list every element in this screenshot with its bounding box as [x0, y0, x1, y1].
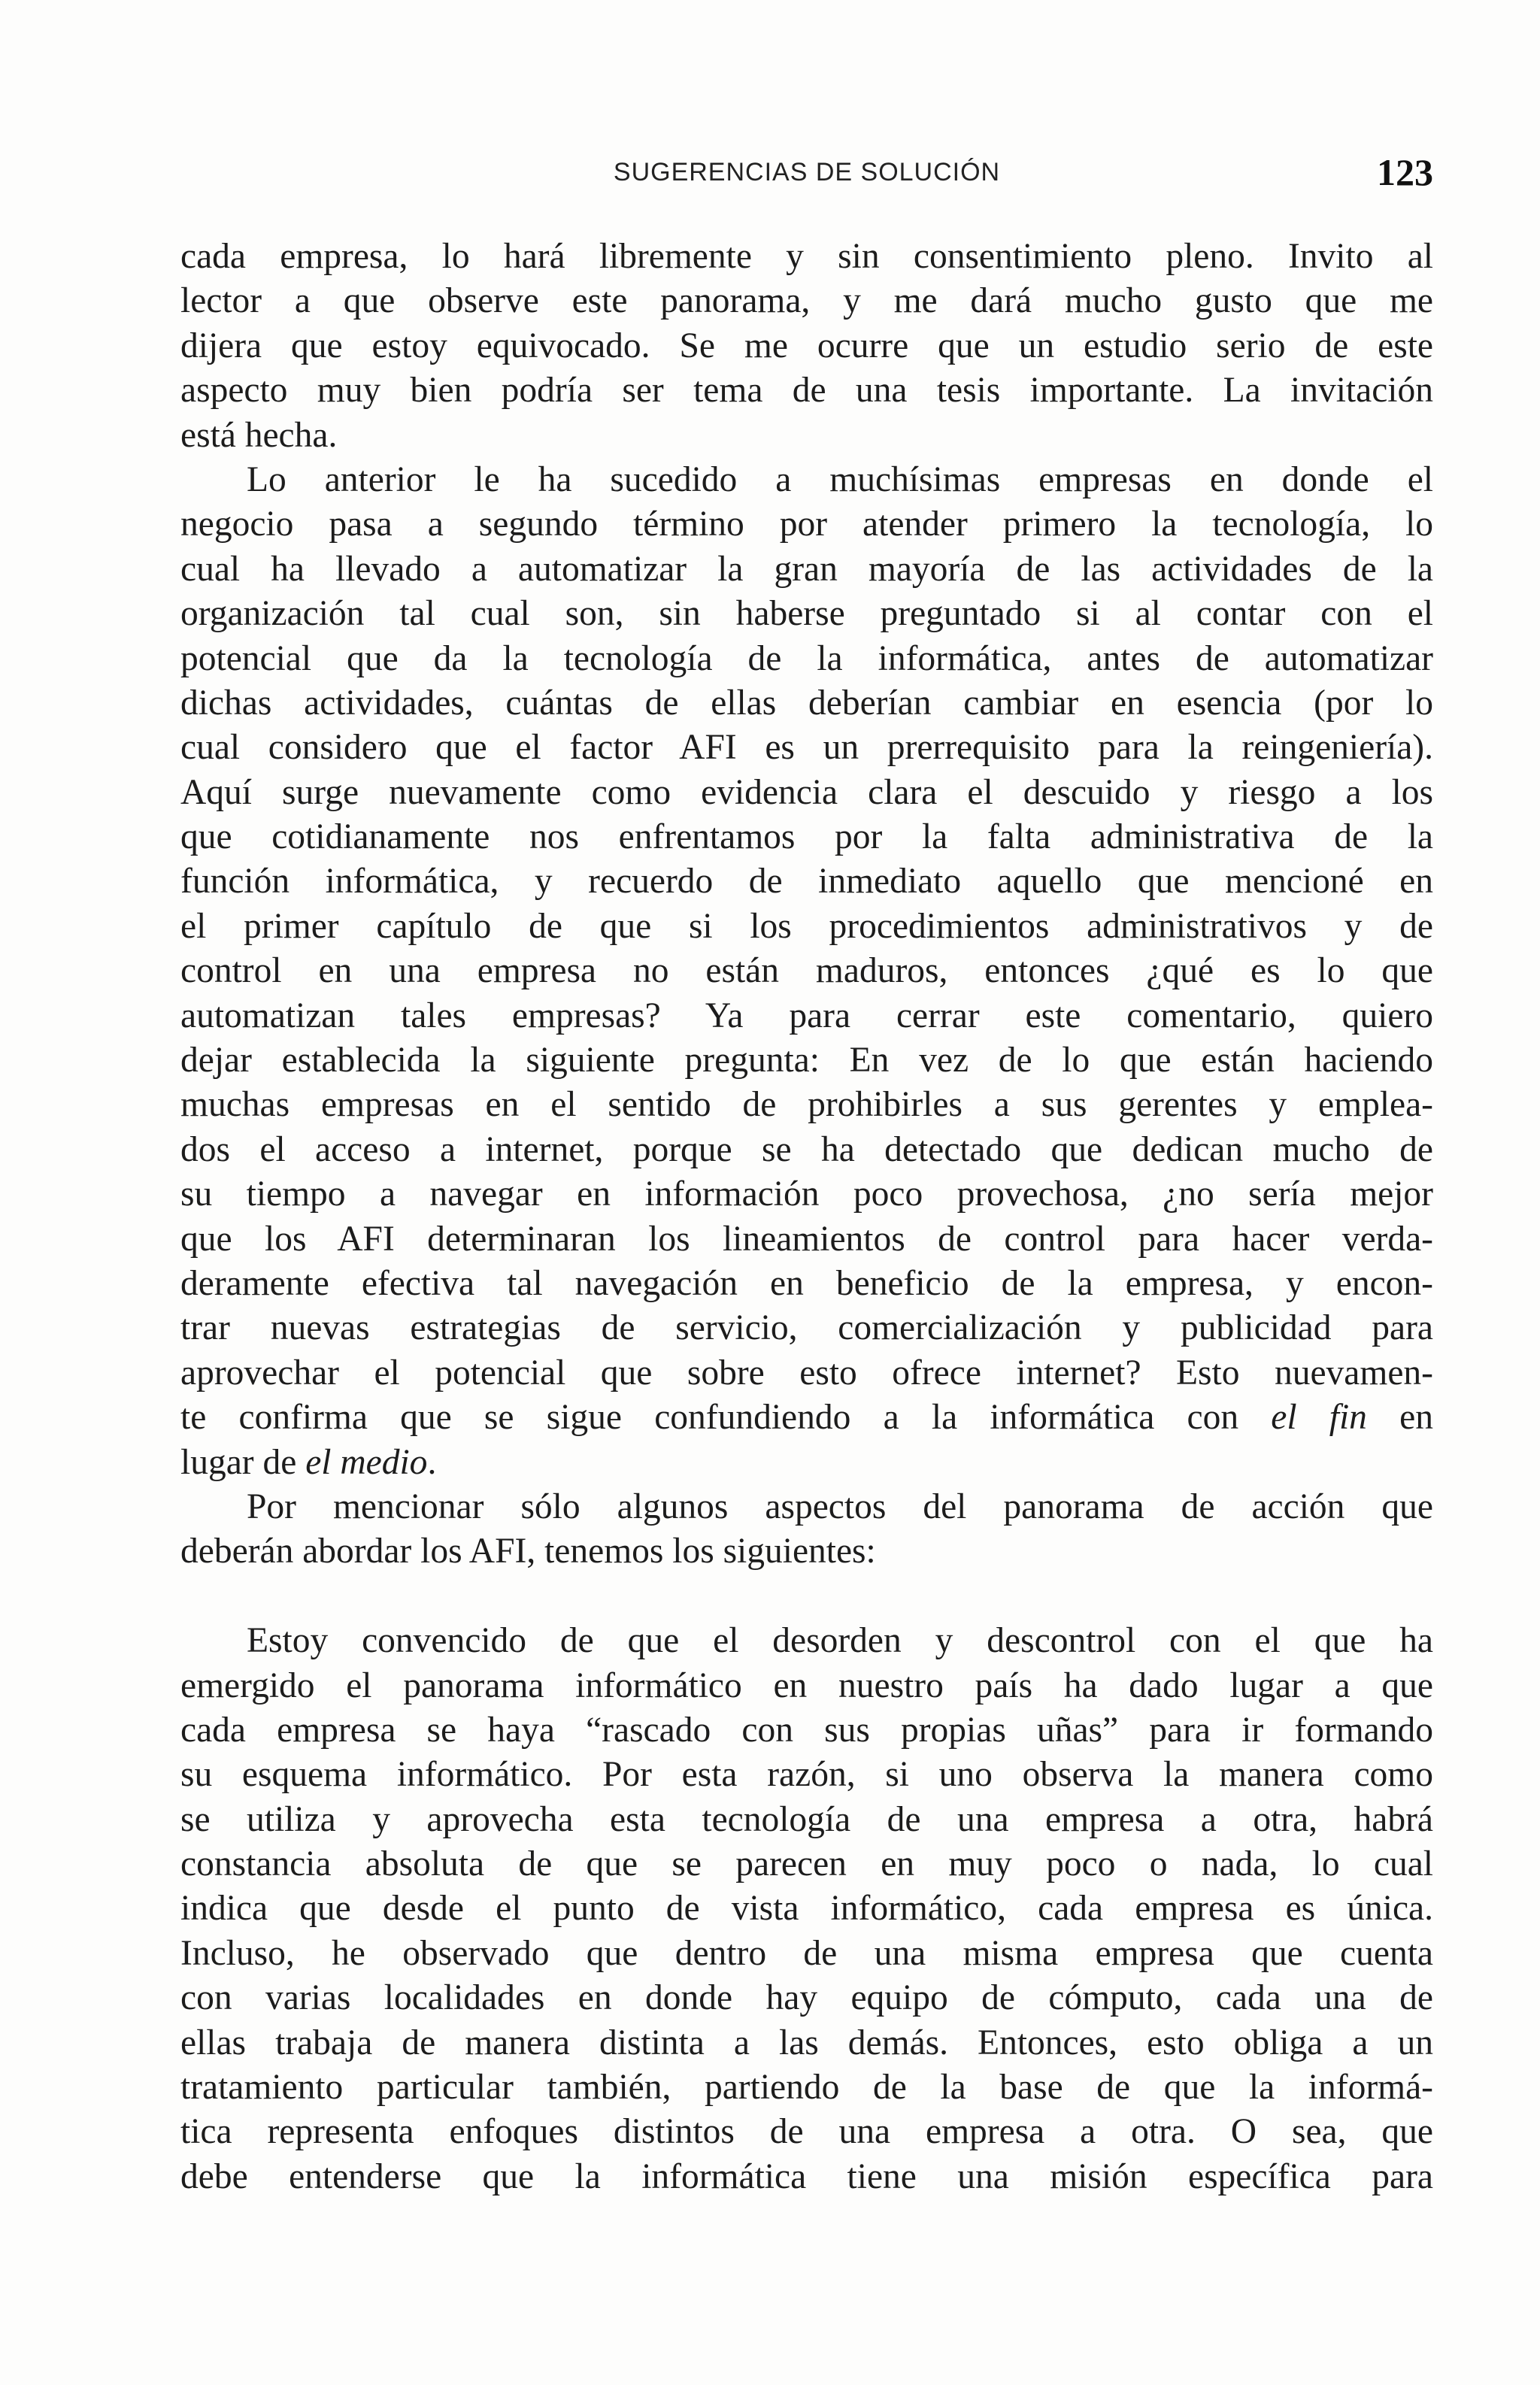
text-line: tica representa enfoques distintos de una empresa a otra. O sea, que — [180, 2112, 1433, 2152]
text-line: negocio pasa a segundo término por atender primero la tecnología, lo — [180, 505, 1433, 544]
text-line: emergido el panorama informático en nuestro país ha dado lugar a que — [180, 1665, 1433, 1705]
text-line: Aquí surge nuevamente como evidencia clara el descuido y riesgo a los — [180, 772, 1433, 812]
text-line: Por mencionar sólo algunos aspectos del panorama de acción que — [247, 1486, 1433, 1526]
text-segment: . — [427, 1442, 437, 1482]
body-text — [180, 235, 1433, 2199]
paragraph-1 — [180, 235, 1433, 458]
paragraph-4 — [180, 1619, 1433, 2199]
text-line: dejar establecida la siguiente pregunta: En vez de lo que están haciendo — [180, 1041, 1433, 1080]
text-line: Incluso, he observado que dentro de una misma empresa que cuenta — [180, 1933, 1433, 1973]
text-line: potencial que da la tecnología de la informática, antes de automatizar — [180, 638, 1433, 678]
text-line-with-emphasis — [180, 1396, 1433, 1440]
text-line: indica que desde el punto de vista informático, cada empresa es única. — [180, 1889, 1433, 1929]
text-line: muchas empresas en el sentido de prohibirles a sus gerentes y emplea- — [180, 1085, 1433, 1125]
text-line: deberán abordar los AFI, tenemos los siguientes: — [180, 1532, 876, 1571]
text-segment: te confirma que se sigue confundiendo a la informática con — [180, 1398, 1272, 1438]
text-line: su tiempo a navegar en información poco provechosa, ¿no sería mejor — [180, 1174, 1433, 1214]
text-segment: lugar de — [180, 1442, 306, 1482]
text-line: lector a que observe este panorama, y me dará mucho gusto que me — [180, 281, 1433, 321]
paragraph-gap — [180, 1574, 1433, 1619]
text-line: deramente efectiva tal navegación en beneficio de la empresa, y encon- — [180, 1263, 1433, 1303]
text-line: organización tal cual son, sin haberse preguntado si al contar con el — [180, 594, 1433, 634]
paragraph-2 — [180, 458, 1433, 1485]
text-line: Lo anterior le ha sucedido a muchísimas empresas en donde el — [247, 459, 1433, 499]
text-line-with-emphasis — [180, 1441, 1433, 1485]
running-title: SUGERENCIAS DE SOLUCIÓN — [613, 158, 1001, 186]
text-line: aspecto muy bien podría ser tema de una tesis importante. La invitación — [180, 371, 1433, 411]
page-number: 123 — [1377, 151, 1433, 193]
text-line: dos el acceso a internet, porque se ha detectado que dedican mucho de — [180, 1129, 1433, 1169]
text-line: control en una empresa no están maduros, entonces ¿qué es lo que — [180, 951, 1433, 991]
text-line: cada empresa, lo hará libremente y sin consentimiento pleno. Invito al — [180, 237, 1433, 276]
paragraph-3 — [180, 1485, 1433, 1574]
text-line: trar nuevas estrategias de servicio, comercialización y publicidad para — [180, 1308, 1433, 1348]
text-line: debe entenderse que la informática tiene una misión específica para — [180, 2156, 1433, 2196]
text-line: constancia absoluta de que se parecen en muy poco o nada, lo cual — [180, 1844, 1433, 1884]
text-line: cual considero que el factor AFI es un prerrequisito para la reingeniería). — [180, 728, 1433, 768]
text-line: cual ha llevado a automatizar la gran mayoría de las actividades de la — [180, 549, 1433, 589]
text-line: Estoy convencido de que el desorden y descontrol con el que ha — [247, 1621, 1433, 1661]
text-line: está hecha. — [180, 415, 338, 455]
text-line: cada empresa se haya “rascado con sus propias uñas” para ir formando — [180, 1710, 1433, 1750]
text-line: que cotidianamente nos enfrentamos por la falta administrativa de la — [180, 817, 1433, 857]
text-line: se utiliza y aprovecha esta tecnología de una empresa a otra, habrá — [180, 1799, 1433, 1839]
text-line: ellas trabaja de manera distinta a las demás. Entonces, esto obliga a un — [180, 2023, 1433, 2062]
text-segment: en — [1366, 1398, 1433, 1438]
emphasis-text: el fin — [1271, 1398, 1367, 1438]
text-line: con varias localidades en donde hay equipo de cómputo, cada una de — [180, 1978, 1433, 2018]
text-line: automatizan tales empresas? Ya para cerrar este comentario, quiero — [180, 996, 1433, 1035]
text-line: función informática, y recuerdo de inmediato aquello que mencioné en — [180, 862, 1433, 902]
text-line: tratamiento particular también, partiendo de la base de que la informá- — [180, 2068, 1433, 2108]
text-line: aprovechar el potencial que sobre esto ofrece internet? Esto nuevamen- — [180, 1353, 1433, 1393]
text-line: dichas actividades, cuántas de ellas deberían cambiar en esencia (por lo — [180, 683, 1433, 723]
running-head — [180, 150, 1433, 195]
text-line: su esquema informático. Por esta razón, si uno observa la manera como — [180, 1755, 1433, 1795]
text-line: dijera que estoy equivocado. Se me ocurre que un estudio serio de este — [180, 326, 1433, 365]
text-line: el primer capítulo de que si los procedimientos administrativos y de — [180, 906, 1433, 946]
text-line: que los AFI determinaran los lineamientos de control para hacer verda- — [180, 1219, 1433, 1259]
emphasis-text: el medio — [305, 1442, 428, 1482]
